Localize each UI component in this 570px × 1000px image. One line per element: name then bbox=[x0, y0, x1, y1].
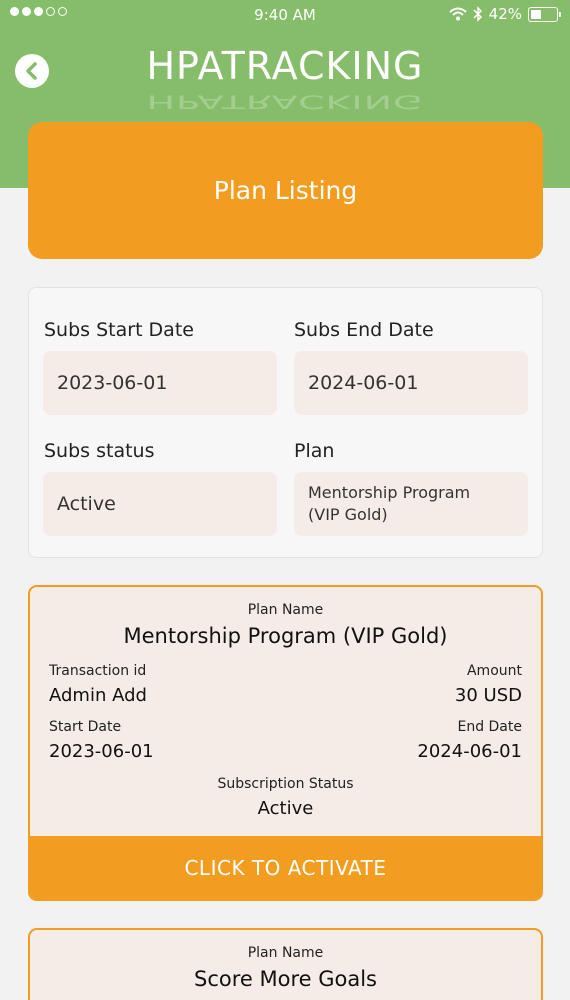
subscription-summary bbox=[28, 287, 543, 558]
start-date-label: Start Date bbox=[49, 719, 122, 735]
plan-name-label: Plan Name bbox=[247, 602, 324, 618]
battery-icon bbox=[528, 7, 558, 22]
start-date-value: 2023-06-01 bbox=[49, 741, 154, 762]
plan-listing-banner bbox=[28, 122, 543, 259]
app-title: HPATRACKING bbox=[146, 44, 424, 88]
subscription-status-label: Subscription Status bbox=[217, 776, 354, 792]
plan-name: Score More Goals bbox=[194, 967, 377, 991]
bluetooth-icon bbox=[473, 6, 483, 22]
wifi-icon bbox=[449, 7, 467, 21]
subs-status-label: Subs status bbox=[44, 440, 155, 462]
battery-percent: 42% bbox=[488, 5, 522, 23]
plan-field-line1: Mentorship Program bbox=[308, 483, 471, 502]
click-to-activate-button[interactable]: CLICK TO ACTIVATE bbox=[30, 836, 541, 899]
subscription-status-value: Active bbox=[257, 798, 314, 819]
amount-value: 30 USD bbox=[454, 685, 522, 706]
app-title-reflection: HPATRACKING bbox=[146, 91, 424, 113]
amount-label: Amount bbox=[466, 663, 522, 679]
plan-name-label: Plan Name bbox=[247, 945, 324, 961]
plan-card bbox=[28, 585, 543, 901]
plan-field-line2: (VIP Gold) bbox=[308, 505, 388, 524]
subs-end-label: Subs End Date bbox=[294, 319, 434, 341]
plan-label: Plan bbox=[294, 440, 335, 462]
status-bar bbox=[0, 0, 570, 32]
plan-field bbox=[294, 472, 528, 536]
subs-status-field: Active bbox=[43, 472, 277, 536]
plan-name: Mentorship Program (VIP Gold) bbox=[123, 624, 448, 648]
transaction-value: Admin Add bbox=[49, 685, 147, 706]
subs-start-field: 2023-06-01 bbox=[43, 351, 277, 415]
battery-level bbox=[531, 10, 541, 19]
transaction-label: Transaction id bbox=[49, 663, 147, 679]
subs-end-field: 2024-06-01 bbox=[294, 351, 528, 415]
plan-card bbox=[28, 928, 543, 1000]
end-date-label: End Date bbox=[457, 719, 522, 735]
status-time: 9:40 AM bbox=[254, 6, 316, 24]
subs-start-label: Subs Start Date bbox=[44, 319, 194, 341]
end-date-value: 2024-06-01 bbox=[417, 741, 522, 762]
banner-title: Plan Listing bbox=[213, 176, 358, 205]
